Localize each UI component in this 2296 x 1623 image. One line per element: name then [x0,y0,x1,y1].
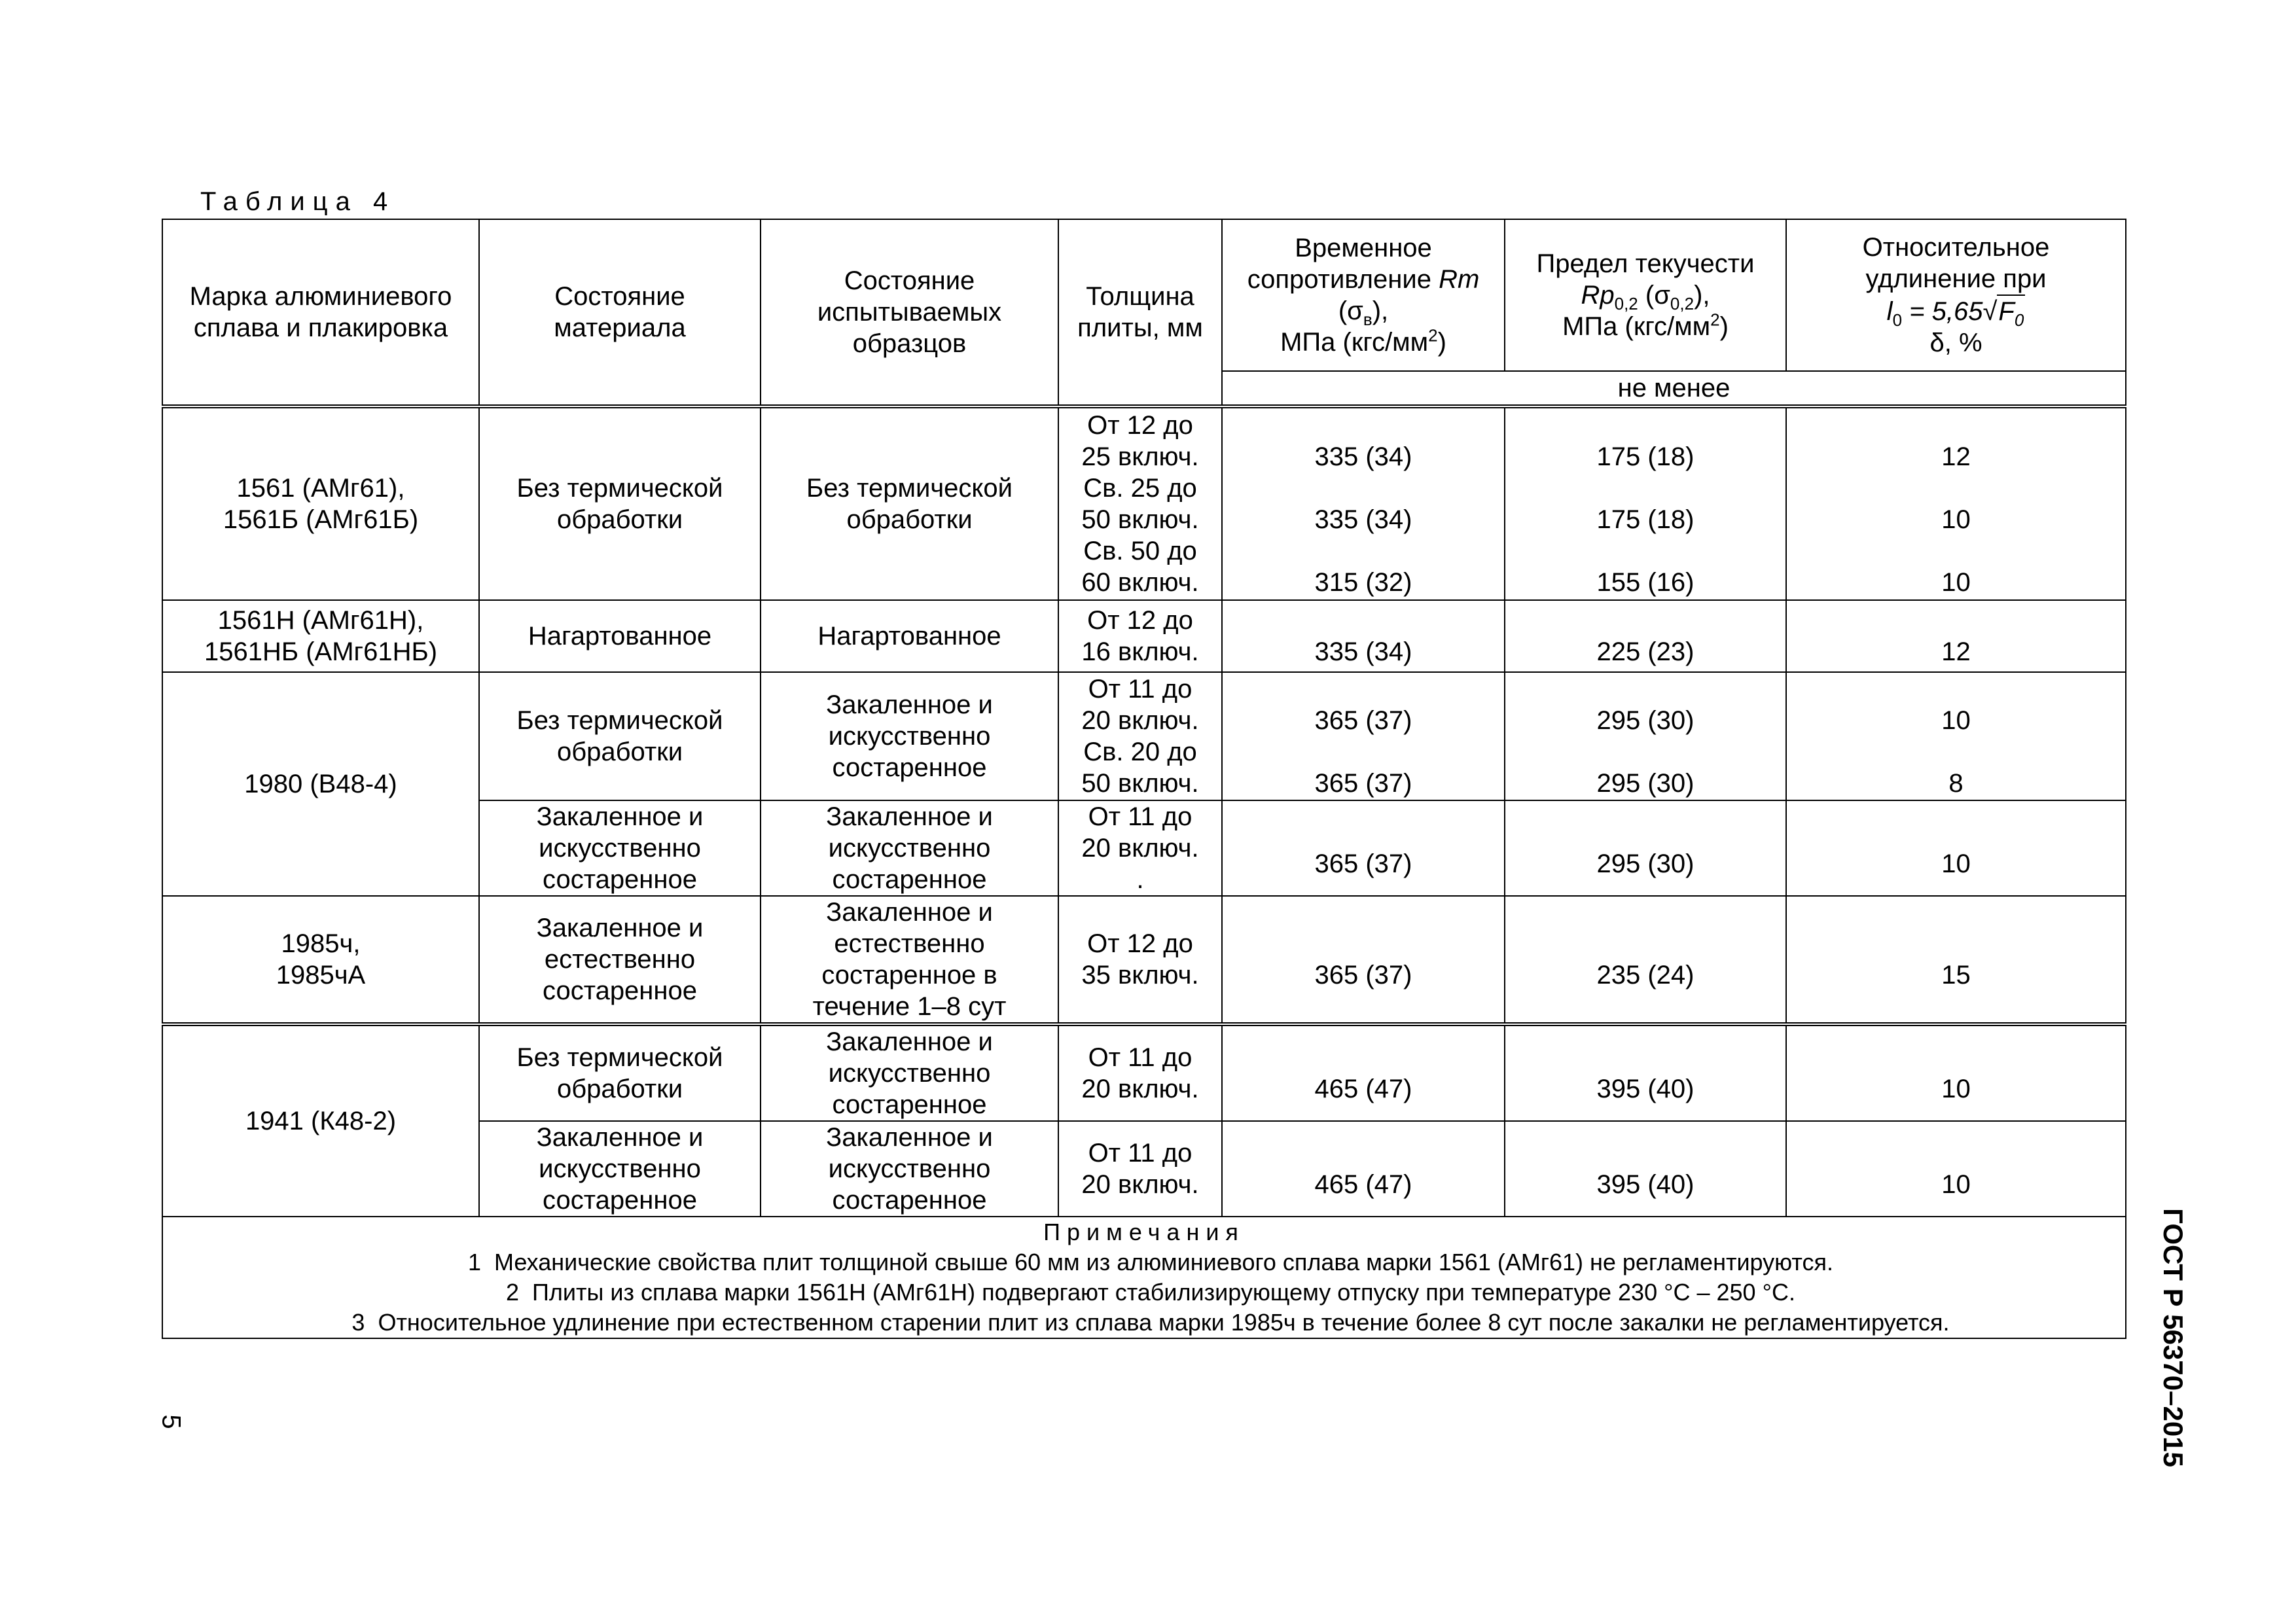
notes-cell [162,1217,2126,1338]
note-item: 3 Относительное удлинение при естественном старении плит из сплава марки 1985ч в течение более 8 сут после закалки не регламентируется. [351,1309,1950,1336]
tensile-cell: 365 (37) 365 (37) [1222,672,1505,800]
yield-cell: 395 (40) [1505,1024,1786,1121]
thickness-cell: От 11 до 20 включ. [1058,1024,1222,1121]
sample-cell: Закаленное и естественно состаренное в течение 1–8 сут [761,896,1058,1024]
yield-cell: 295 (30) 295 (30) [1505,672,1786,800]
sqrt-formula: $F_0$ [1997,294,2025,327]
table-row [162,406,2126,600]
note-item: 2 Плиты из сплава марки 1561Н (АМг61Н) подвергают стабилизирующему отпуску при температуре 230 °С – 250 °С. [506,1279,1795,1306]
elongation-cell: 10 [1786,1121,2126,1217]
thickness-cell: От 12 до 25 включ. Св. 25 до 50 включ. Св. 50 до 60 включ. [1058,406,1222,600]
sample-cell: Закаленное и искусственно состаренное [761,672,1058,800]
header-row [162,219,2126,371]
properties-table [162,219,2126,1339]
table-row [162,896,2126,1024]
tensile-cell: 365 (37) [1222,896,1505,1024]
header-yield: Предел текучести $Rp_{0,2}$ $(\sigma_{0,2})$, МПа $(кгс/мм^2)$ [1505,219,1786,371]
header-elongation: Относительное удлинение при $l_0 = 5,65√F_0$ δ, % [1786,219,2126,371]
notes-title: Примечания [1043,1219,1245,1245]
table-row [162,1024,2126,1121]
grade-cell: 1561Н (АМг61Н), 1561НБ (АМг61НБ) [162,600,479,672]
header-grade: Марка алюминиевого сплава и плакировка [162,219,479,406]
page-number: 5 [156,1414,186,1429]
thickness-cell: От 11 до 20 включ. Св. 20 до 50 включ. [1058,672,1222,800]
elongation-cell: 12 [1786,600,2126,672]
yield-cell: 395 (40) [1505,1121,1786,1217]
document-code: ГОСТ Р 56370–2015 [2158,1208,2189,1467]
thickness-cell: От 11 до 20 включ. [1058,1121,1222,1217]
material-cell: Без термической обработки [479,672,761,800]
elongation-cell: 15 [1786,896,2126,1024]
thickness-cell: От 12 до 35 включ. [1058,896,1222,1024]
sample-cell: Закаленное и искусственно состаренное [761,1121,1058,1217]
grade-cell: 1941 (К48-2) [162,1024,479,1217]
material-cell: Нагартованное [479,600,761,672]
notes-row [162,1217,2126,1338]
grade-cell: 1980 (В48-4) [162,672,479,896]
yield-cell: 175 (18) 175 (18) 155 (16) [1505,406,1786,600]
elongation-cell: 12 10 10 [1786,406,2126,600]
material-cell: Закаленное и естественно состаренное [479,896,761,1024]
material-cell: Без термической обработки [479,1024,761,1121]
grade-cell: 1561 (АМг61), 1561Б (АМг61Б) [162,406,479,600]
tensile-cell: 465 (47) [1222,1121,1505,1217]
tensile-cell: 335 (34) 335 (34) 315 (32) [1222,406,1505,600]
yield-cell: 295 (30) [1505,800,1786,896]
thickness-cell: От 11 до 20 включ. . [1058,800,1222,896]
grade-cell: 1985ч, 1985чА [162,896,479,1024]
table-caption: Таблица 4 [200,187,396,216]
thickness-cell: От 12 до 16 включ. [1058,600,1222,672]
elongation-cell: 10 [1786,800,2126,896]
yield-cell: 225 (23) [1505,600,1786,672]
sample-cell: Закаленное и искусственно состаренное [761,800,1058,896]
material-cell: Закаленное и искусственно состаренное [479,800,761,896]
tensile-cell: 465 (47) [1222,1024,1505,1121]
not-less-label: не менее [1222,371,2126,406]
header-thickness: Толщина плиты, мм [1058,219,1222,406]
tensile-cell: 365 (37) [1222,800,1505,896]
table-row [162,600,2126,672]
material-cell: Закаленное и искусственно состаренное [479,1121,761,1217]
elongation-cell: 10 8 [1786,672,2126,800]
note-item: 1 Механические свойства плит толщиной свыше 60 мм из алюминиевого сплава марки 1561 (АМг61) не регламентируются. [468,1249,1833,1275]
sample-cell: Без термической обработки [761,406,1058,600]
elongation-cell: 10 [1786,1024,2126,1121]
header-sample-state: Состояние испытываемых образцов [761,219,1058,406]
table-row [162,672,2126,800]
material-cell: Без термической обработки [479,406,761,600]
yield-cell: 235 (24) [1505,896,1786,1024]
tensile-cell: 335 (34) [1222,600,1505,672]
header-tensile: Временное сопротивление Rm $(\sigma_в)$, МПа $(кгс/мм^2)$ [1222,219,1505,371]
sample-cell: Нагартованное [761,600,1058,672]
sample-cell: Закаленное и искусственно состаренное [761,1024,1058,1121]
header-material-state: Состояние материала [479,219,761,406]
